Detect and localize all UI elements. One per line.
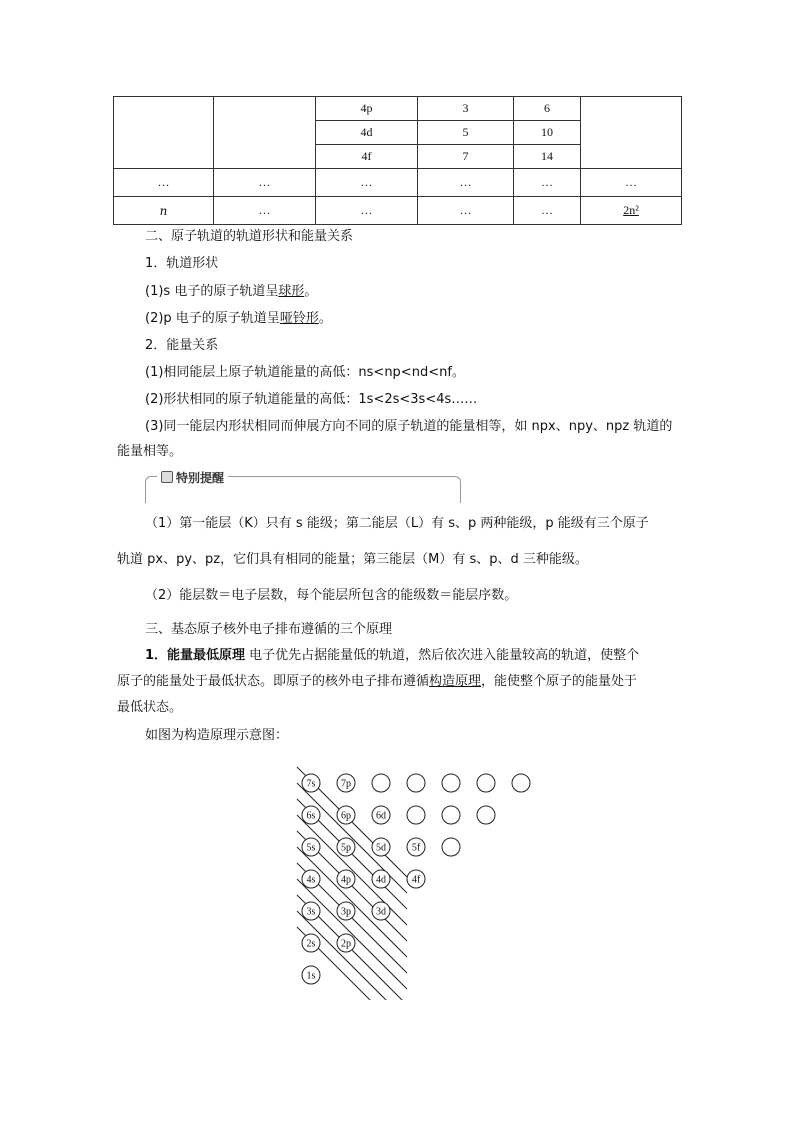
table-cell: n	[114, 197, 214, 225]
orbital-circle	[407, 774, 425, 792]
table-row	[114, 197, 682, 225]
orbital-circle	[442, 838, 460, 856]
orbital-circle	[372, 774, 390, 792]
orbital-label: 4f	[411, 874, 421, 886]
paragraph: 最低状态。	[117, 700, 183, 715]
table-cell: 14	[514, 145, 581, 169]
table-cell: …	[214, 197, 316, 225]
aufbau-diagram	[282, 760, 552, 1000]
subheading: 1．轨道形状	[145, 256, 219, 271]
orbital-table	[113, 96, 682, 225]
orbital-label: 3s	[306, 906, 316, 918]
paragraph	[145, 646, 715, 666]
orbital-label: 4d	[376, 874, 386, 886]
note-text: （2）能层数＝电子层数，每个能层所包含的能级数＝能层序数。	[145, 588, 518, 603]
text: ，能使整个原子的能量处于	[481, 674, 638, 689]
table-cell: 3	[418, 97, 514, 121]
orbital-label: 6d	[376, 810, 386, 822]
table-cell: 6	[514, 97, 581, 121]
table-cell: 10	[514, 121, 581, 145]
answer-text: 构造原理	[429, 674, 482, 689]
orbital-circle	[477, 806, 495, 824]
paragraph: (2)形状相同的原子轨道能量的高低：1s<2s<3s<4s……	[145, 392, 478, 407]
table-cell: …	[114, 169, 214, 197]
table-cell	[214, 97, 316, 169]
answer-text: 哑铃形	[279, 311, 319, 326]
paragraph	[145, 282, 715, 302]
table-cell: …	[214, 169, 316, 197]
orbital-circle	[407, 806, 425, 824]
table-cell: 5	[418, 121, 514, 145]
table-cell: 4f	[316, 145, 418, 169]
orbital-circle	[442, 774, 460, 792]
text: 电子优先占据能量低的轨道，然后依次进入能量较高的轨道，使整个	[245, 648, 640, 663]
text: 原子的能量处于最低状态。即原子的核外电子排布遵循	[117, 674, 430, 689]
table-cell: …	[581, 169, 682, 197]
orbital-label: 4s	[306, 874, 316, 886]
paragraph: (3)同一能层内形状相同而伸展方向不同的原子轨道的能量相等，如 npx、npy、npz 轨道的	[145, 419, 673, 434]
orbital-circle	[512, 774, 530, 792]
paragraph	[117, 672, 687, 692]
table-row	[114, 169, 682, 197]
table-row	[114, 97, 682, 121]
text: 。	[304, 284, 318, 299]
orbital-label: 6p	[341, 810, 351, 822]
orbital-label: 5f	[411, 842, 421, 854]
note-text: （1）第一能层（K）只有 s 能级；第二能层（L）有 s、p 两种能级，p 能级有三个原子	[145, 516, 649, 531]
paragraph	[145, 309, 715, 329]
text: (2)p 电子的原子轨道呈	[145, 311, 280, 326]
note-icon	[161, 471, 173, 483]
orbital-circle	[442, 806, 460, 824]
orbital-label: 2p	[341, 938, 351, 950]
paragraph: (1)相同能层上原子轨道能量的高低：ns<np<nd<nf。	[145, 365, 465, 380]
note-title-text: 特别提醒	[176, 471, 225, 485]
orbital-label: 7p	[341, 778, 351, 790]
max-electrons-formula: 2n²	[623, 203, 639, 217]
section-heading: 二、原子轨道的轨道形状和能量关系	[145, 229, 354, 244]
figure-caption: 如图为构造原理示意图：	[145, 728, 289, 743]
section-heading: 三、基态原子核外电子排布遵循的三个原理	[145, 622, 393, 637]
note-title	[157, 469, 228, 486]
table-cell: 4p	[316, 97, 418, 121]
table-cell: 4d	[316, 121, 418, 145]
orbital-circle	[477, 774, 495, 792]
text: (1)s 电子的原子轨道呈	[145, 284, 279, 299]
orbital-label: 5d	[376, 842, 386, 854]
table-cell	[581, 97, 682, 169]
note-text: 轨道 px、py、pz，它们具有相同的能量；第三能层（M）有 s、p、d 三种能级。	[117, 552, 588, 567]
table-cell	[114, 97, 214, 169]
table-cell: …	[514, 169, 581, 197]
table-cell: …	[418, 169, 514, 197]
term: 1．能量最低原理	[145, 648, 246, 663]
orbital-label: 4p	[341, 874, 351, 886]
orbital-label: 3p	[341, 906, 351, 918]
table-cell: …	[316, 197, 418, 225]
subheading: 2．能量关系	[145, 338, 219, 353]
table-cell: …	[316, 169, 418, 197]
orbital-label: 3d	[376, 906, 386, 918]
paragraph: 能量相等。	[117, 444, 183, 459]
orbital-label: 5s	[306, 842, 316, 854]
orbital-label: 5p	[341, 842, 351, 854]
text: 。	[318, 311, 332, 326]
table-cell: …	[514, 197, 581, 225]
table-cell	[581, 197, 682, 225]
table-cell: …	[418, 197, 514, 225]
orbital-label: 1s	[306, 970, 316, 982]
answer-text: 球形	[278, 284, 305, 299]
orbital-label: 2s	[306, 938, 316, 950]
orbital-label: 7s	[306, 778, 316, 790]
orbital-label: 6s	[306, 810, 316, 822]
table-cell: 7	[418, 145, 514, 169]
